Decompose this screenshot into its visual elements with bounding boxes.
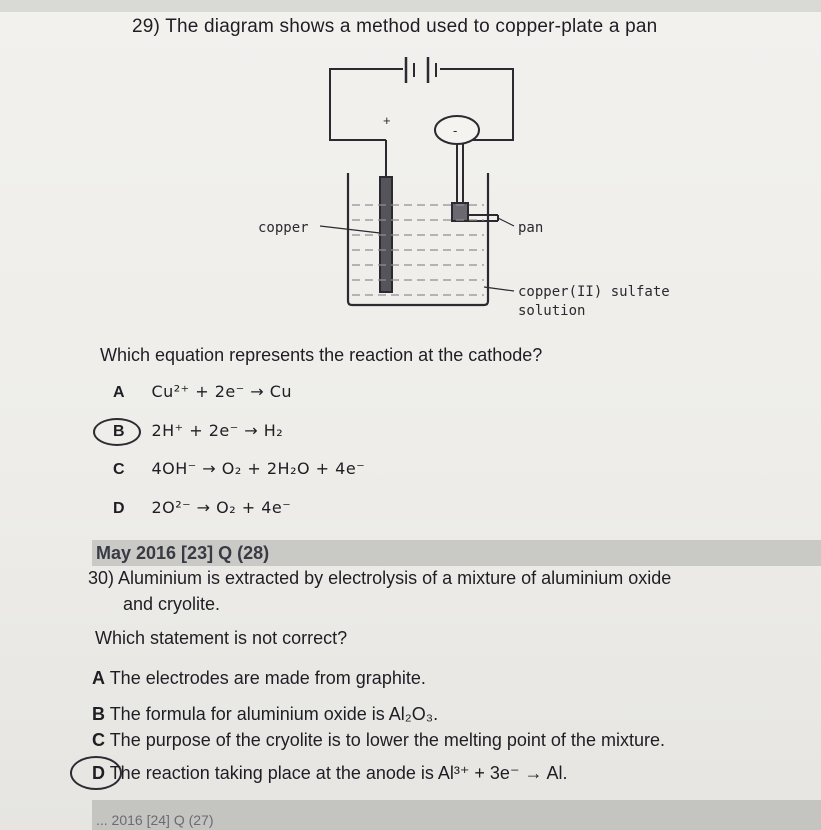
statement-letter: B	[92, 704, 105, 724]
question-29-title: 29) The diagram shows a method used to copper-plate a pan	[132, 16, 658, 37]
statement-text: The formula for aluminium oxide is Al₂O₃.	[109, 704, 439, 724]
label-pan: pan	[518, 220, 544, 236]
pan-leader	[498, 218, 514, 226]
statement-a[interactable]	[92, 668, 426, 689]
option-letter: A	[113, 384, 125, 401]
statement-text: The reaction taking place at the anode is Al³⁺ + 3e⁻ → Al.	[109, 763, 568, 783]
statement-text: The electrodes are made from graphite.	[109, 668, 426, 688]
statement-letter: A	[92, 668, 105, 688]
option-equation: Cu²⁺ + 2e⁻ → Cu	[151, 382, 293, 401]
pan-electrode	[452, 203, 468, 221]
question-30-line2: and cryolite.	[123, 594, 221, 614]
option-c[interactable]	[113, 459, 365, 479]
option-equation: 2H⁺ + 2e⁻ → H₂	[151, 421, 284, 440]
option-b[interactable]	[113, 421, 283, 441]
section-label: May 2016 [23] Q (28)	[96, 543, 270, 563]
option-equation: 2O²⁻ → O₂ + 4e⁻	[151, 498, 292, 517]
electroplating-diagram	[240, 55, 680, 325]
option-d[interactable]	[113, 498, 291, 518]
option-letter: D	[113, 500, 125, 517]
statement-b[interactable]	[92, 704, 438, 725]
label-solution-line1: copper(II) sulfate	[518, 284, 670, 300]
statement-c[interactable]	[92, 730, 665, 751]
label-copper: copper	[258, 220, 309, 236]
label-minus: -	[453, 123, 458, 138]
label-plus: +	[383, 113, 391, 128]
question-29-prompt: Which equation represents the reaction at the cathode?	[100, 345, 543, 365]
statement-letter: D	[92, 763, 105, 783]
label-solution-line2: solution	[518, 303, 586, 319]
statement-d[interactable]	[92, 763, 567, 784]
copper-leader	[320, 226, 380, 233]
option-letter: C	[113, 461, 125, 478]
option-letter: B	[113, 423, 125, 440]
top-band	[0, 0, 821, 12]
option-equation: 4OH⁻ → O₂ + 2H₂O + 4e⁻	[151, 459, 366, 478]
question-30-line1: 30) Aluminium is extracted by electrolysis of a mixture of aluminium oxide	[88, 568, 672, 588]
statement-letter: C	[92, 730, 105, 750]
wire-left	[330, 69, 403, 140]
bottom-section-label: ... 2016 [24] Q (27)	[96, 812, 214, 828]
option-a[interactable]	[113, 382, 292, 402]
beaker	[348, 173, 488, 305]
statement-text: The purpose of the cryolite is to lower the melting point of the mixture.	[109, 730, 665, 750]
question-30-prompt: Which statement is not correct?	[95, 628, 348, 648]
